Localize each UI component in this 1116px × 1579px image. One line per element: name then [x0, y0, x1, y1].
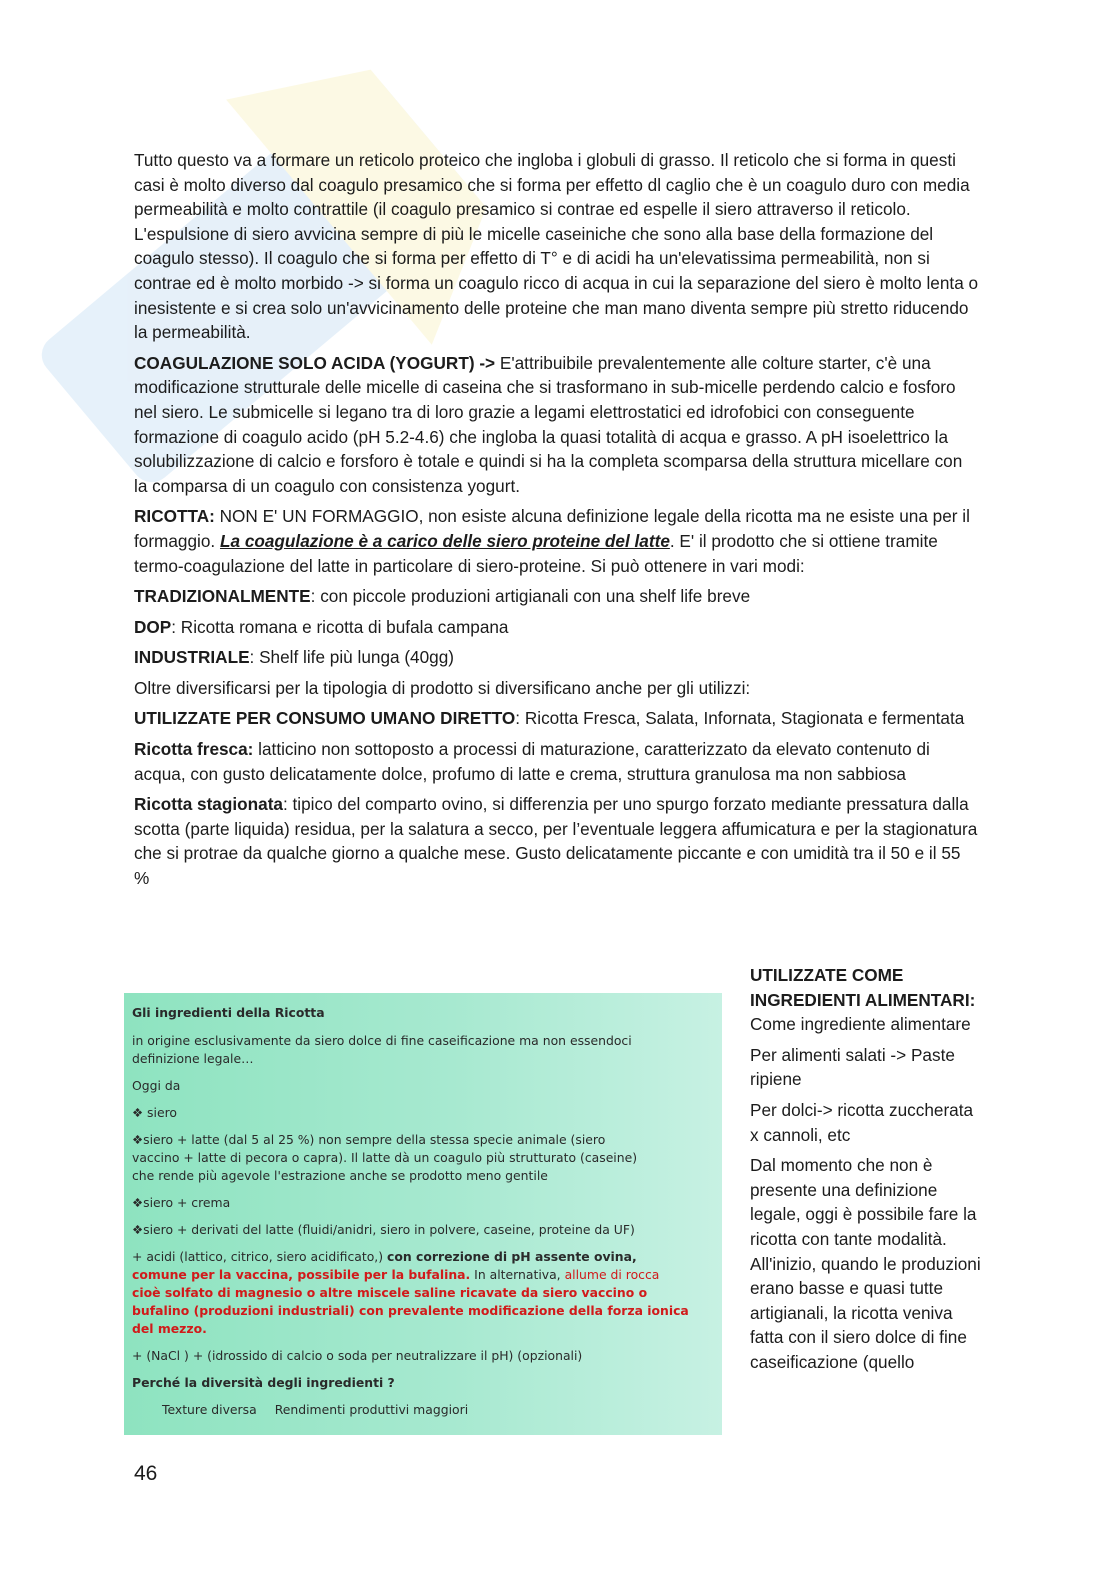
paragraph-reticolo: Tutto questo va a formare un reticolo proteico che ingloba i globuli di grasso. Il reticolo che si forma in questi casi è molto diverso dal coagulo presamico che si forma per effetto dl caglio che è un coagulo duro con media permeabilità e molto contrattile (il coagulo presamico si contrae ed espelle il siero attraverso il reticolo. L'espulsione di siero avvicina sempre di più le micelle caseiniche che sono alla base della formazione del coagulo stesso). Il coagulo che si forma per effetto di T° e di acidi ha un'elevatissima permeabilità, non si contrae ed è molto morbido -> si forma un coagulo ricco di acqua in cui la separazione del siero è molto lenta o inesistente e si crea solo un'avvicinamento delle proteine che man mano diventa sempre più stretto riducendo la permeabilità.	[134, 150, 979, 343]
paragraph-utilizzi: Oltre diversificarsi per la tipologia di prodotto si diversificano anche per gli utilizzi:	[134, 677, 751, 698]
paragraph-tradizionalmente: TRADIZIONALMENTE: con piccole produzioni artigianali con una shelf life breve	[134, 586, 751, 607]
paragraph-industriale: INDUSTRIALE: Shelf life più lunga (40gg)	[134, 647, 455, 668]
document-body	[134, 148, 979, 897]
side-column	[750, 963, 985, 1381]
side-salati: Per alimenti salati -> Paste ripiene	[750, 1044, 955, 1090]
slide-title: Gli ingredienti della Ricotta	[132, 1005, 325, 1020]
paragraph-coagulazione-acida: COAGULAZIONE SOLO ACIDA (YOGURT) -> E'attribuibile prevalentemente alle colture starter, c'è una modificazione strutturale delle micelle di caseina che si trasformano in sub-micelle perdendo calcio e fosforo nel siero. Le submicelle si legano tra di loro grazie a legami elettrostatici ed idrofobici con conseguente formazione di coagulo acido (pH 5.2-4.6) che ingloba la quasi totalità di acqua e grasso. A pH isoelettrico la solubilizzazione di calcio e forsforo è totale e quindi si ha la completa scomparsa della struttura micellare con la comparsa di un coagulo con consistenza yogurt.	[134, 352, 963, 496]
heading-coagulazione-acida: COAGULAZIONE SOLO ACIDA (YOGURT) ->	[134, 352, 496, 373]
side-definizione: Dal momento che non è presente una definizione legale, oggi è possibile fare la ricotta con tante modalità. All'inizio, quando le produzioni erano basse e quasi tutte artigianali, la ricotta veniva fatta con il siero dolce di fine caseificazione (quello	[750, 1155, 981, 1372]
ingredients-slide-image: Gli ingredienti della Ricotta in origine esclusivamente da siero dolce di fine caseificazione ma non essendoci definizione legale… Oggi da ❖ siero ❖siero + latte (dal 5 al 25 %) non sempre della stessa specie animale (siero vaccino + latte di pecora o capra). Il latte dà un coagulo più strutturato (caseine) che rende più agevole l'estrazione anche se prodotto meno gentile ❖siero + crema ❖siero + derivati del latte (fluidi/anidri, siero in polvere, caseine, proteine da UF) + acidi (lattico, citrico, siero acidificato,) con correzione di pH assente ovina, comune per la vaccina, possibile per la bufalina. In alternativa, allume di rocca cioè solfato di magnesio o altre miscele saline ricavate da siero vaccino o bufalino (produzioni industriali) con prevalente modificazione della forza ionica del mezzo. + (NaCl ) + (idrossido di calcio o soda per neutralizzare il pH) (opzionali) Perché la diversità degli ingredienti ? Texture diversa Rendimenti produttivi maggiori	[124, 993, 722, 1435]
page-number: 46	[134, 1462, 158, 1485]
paragraph-ricotta-stagionata: Ricotta stagionata: tipico del comparto ovino, si differenzia per uno spurgo forzato mediante pressatura dalla scotta (parte liquida) residua, per la salatura a secco, per l’eventuale leggera affumicatura e per la stagionatura che si protrae da qualche giorno a qualche mese. Gusto delicatamente piccante e con umidità tra il 50 e il 55 %	[134, 794, 978, 889]
emphasis-coagulazione: La coagulazione è a carico delle siero proteine del latte	[219, 530, 670, 551]
paragraph-dop: DOP: Ricotta romana e ricotta di bufala campana	[134, 616, 509, 637]
side-dolci: Per dolci-> ricotta zuccherata x cannoli, etc	[750, 1099, 974, 1145]
side-ingredienti: UTILIZZATE COME INGREDIENTI ALIMENTARI: Come ingrediente alimentare	[750, 965, 976, 1035]
heading-ricotta: RICOTTA:	[134, 506, 215, 527]
paragraph-consumo-diretto: UTILIZZATE PER CONSUMO UMANO DIRETTO: Ricotta Fresca, Salata, Infornata, Stagionata e fermentata	[134, 708, 965, 729]
paragraph-ricotta: RICOTTA: NON E' UN FORMAGGIO, non esiste alcuna definizione legale della ricotta ma ne esiste una per il formaggio. La coagulazione è a carico delle siero proteine del latte. E' il prodotto che si ottiene tramite termo-coagulazione del latte in particolare di siero-proteine. Si può ottenere in vari modi:	[134, 506, 970, 576]
paragraph-ricotta-fresca: Ricotta fresca: latticino non sottoposto a processi di maturazione, caratterizzato da elevato contenuto di acqua, con gusto delicatamente dolce, profumo di latte e crema, struttura granulosa ma non sabbiosa	[134, 739, 930, 784]
